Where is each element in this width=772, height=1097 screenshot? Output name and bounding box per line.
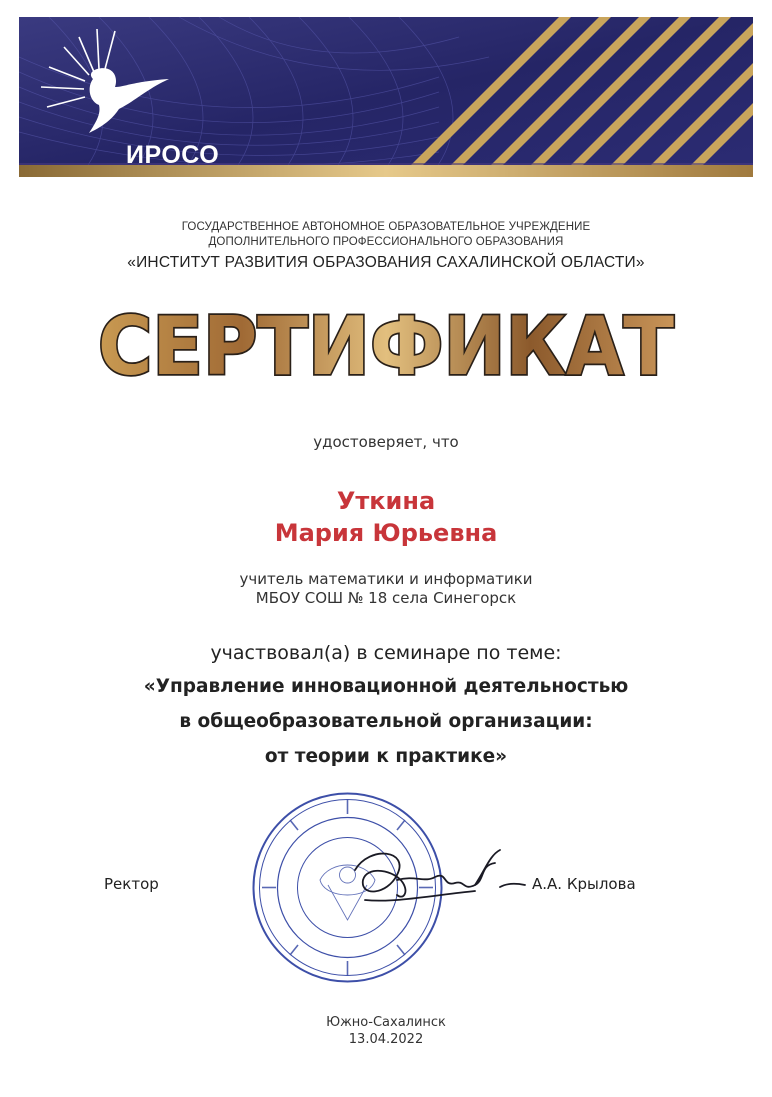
certificate-title-text: СЕРТИФИКАТ (98, 300, 675, 392)
certifies-text: удостоверяет, что (313, 433, 459, 451)
issue-date: 13.04.2022 (348, 1032, 424, 1047)
recipient-given-names: Мария Юрьевна (274, 519, 498, 547)
logo-text: ИРОСО (126, 141, 220, 169)
signatory-role: Ректор (104, 875, 159, 893)
org-name-line2: ДОПОЛНИТЕЛЬНОГО ПРОФЕССИОНАЛЬНОГО ОБРАЗОВАНИЯ (208, 236, 564, 248)
header-banner (19, 17, 753, 177)
recipient-surname: Уткина (336, 487, 436, 515)
issue-city: Южно-Сахалинск (326, 1015, 446, 1030)
signature-mark (325, 825, 530, 935)
recipient-school: МБОУ СОШ № 18 села Синегорск (255, 589, 517, 607)
org-name-line3: «ИНСТИТУТ РАЗВИТИЯ ОБРАЗОВАНИЯ САХАЛИНСКОЙ ОБЛАСТИ» (127, 254, 645, 271)
org-name-line1: ГОСУДАРСТВЕННОЕ АВТОНОМНОЕ ОБРАЗОВАТЕЛЬНОЕ УЧРЕЖДЕНИЕ (181, 221, 591, 233)
topic-line1: «Управление инновационной деятельностью (143, 676, 629, 697)
certificate-title (0, 292, 772, 392)
recipient-position: учитель математики и информатики (239, 570, 533, 588)
topic-line2: в общеобразовательной организации: (179, 711, 593, 732)
topic-line3: от теории к практике» (264, 746, 508, 767)
signatory-name: А.А. Крылова (532, 875, 636, 893)
participation-text: участвовал(а) в семинаре по теме: (210, 642, 562, 664)
